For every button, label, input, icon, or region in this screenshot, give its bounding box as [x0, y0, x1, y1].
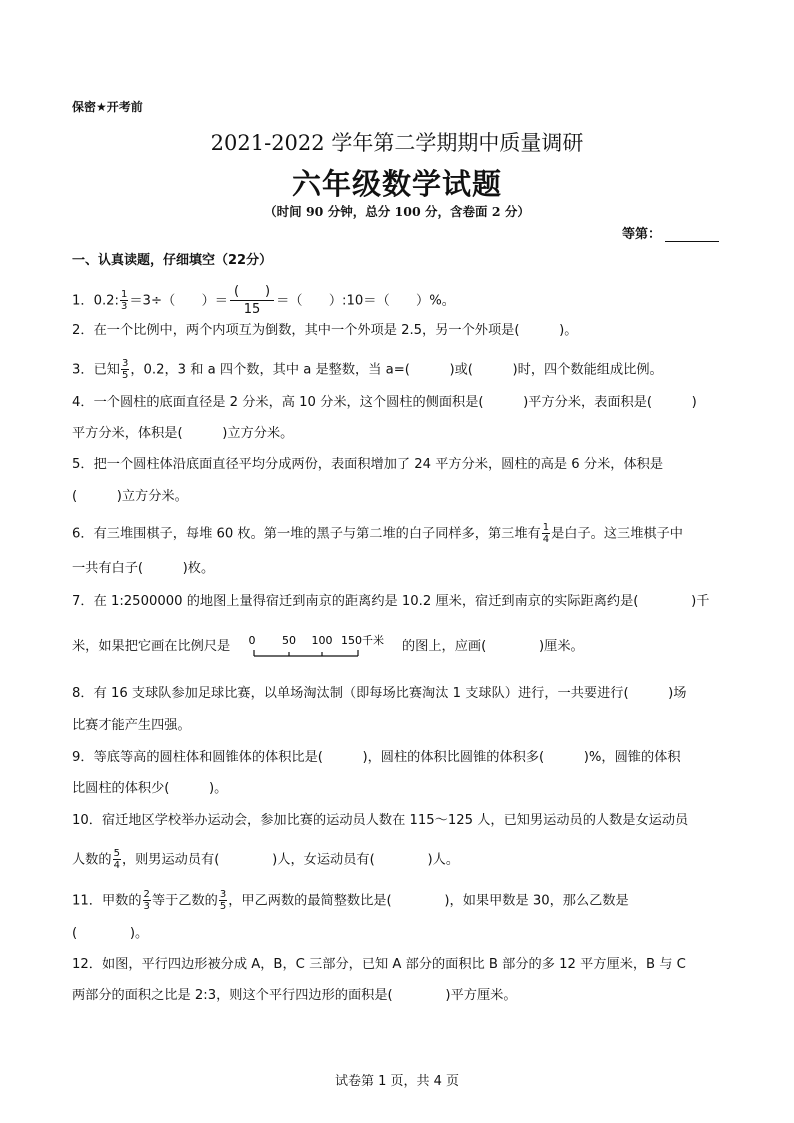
- question-10-line-2: [72, 848, 724, 871]
- fraction: [113, 848, 121, 871]
- confidential-label: 保密★开考前: [72, 100, 143, 114]
- question-5-line-2: ( )立方分米。: [72, 489, 188, 504]
- fraction-blank: [230, 283, 274, 318]
- q1-text-c: ＝（ ）:10＝（ ）%。: [276, 293, 455, 309]
- question-4-line-1: 4．一个圆柱的底面直径是 2 分米，高 10 分米，这个圆柱的侧面积是( )平方分米，表面积是( ): [72, 395, 697, 410]
- q10-text-a: 人数的: [72, 852, 112, 868]
- fraction-numerator: 1: [121, 289, 128, 300]
- fraction-numerator: 2: [143, 889, 150, 900]
- question-8-line-2: 比赛才能产生四强。: [72, 718, 191, 733]
- scale-label-0: 0: [248, 634, 256, 647]
- scale-label-150: 150千米: [341, 634, 384, 647]
- exam-subtitle: （时间 90 分钟，总分 100 分，含卷面 2 分）: [264, 204, 530, 219]
- question-4-line-2: 平方分米，体积是( )立方分米。: [72, 426, 294, 441]
- grade-blank: [665, 227, 719, 242]
- question-11-line-2: ( )。: [72, 926, 149, 941]
- fraction-denominator: 3: [143, 901, 150, 912]
- fraction-numerator: 1: [542, 522, 550, 533]
- q3-text-a: 3．已知: [72, 362, 120, 378]
- scale-label-50: 50: [282, 634, 296, 647]
- question-7-line-2b: 的图上，应画( )厘米。: [402, 639, 584, 654]
- scale-bar: [246, 632, 394, 662]
- fraction-numerator: 3: [219, 889, 227, 900]
- question-10-line-1: 10．宿迁地区学校举办运动会，参加比赛的运动员人数在 115～125 人，已知男运动员的人数是女运动员: [72, 813, 689, 828]
- fraction-denominator: 5: [219, 901, 227, 912]
- q11-text-b: 等于乙数的: [151, 893, 218, 909]
- fraction-numerator: 3: [121, 358, 129, 369]
- grade-field: [622, 223, 719, 242]
- question-9-line-1: 9．等底等高的圆柱体和圆锥体的体积比是( )，圆柱的体积比圆锥的体积多( )%，圆锥的体积: [72, 750, 681, 765]
- fraction: [143, 889, 151, 912]
- fraction: [219, 889, 227, 912]
- grade-label: 等第：: [622, 227, 662, 242]
- question-5-line-1: 5．把一个圆柱体沿底面直径平均分成两份，表面积增加了 24 平方分米，圆柱的高是 6 分米，体积是: [72, 457, 664, 472]
- section-title: 一、认真读题，仔细填空（22分）: [72, 253, 273, 268]
- fraction-denominator: 15: [243, 302, 261, 317]
- fraction-numerator: 5: [113, 848, 120, 859]
- question-7-line-1: 7．在 1:2500000 的地图上量得宿迁到南京的距离约是 10.2 厘米，宿迁到南京的实际距离约是( )千: [72, 594, 710, 609]
- q6-text-b: 是白子。这三堆棋子中: [551, 526, 683, 542]
- question-6-line-1: [72, 522, 724, 545]
- q1-text-a: 1．0.2:: [72, 293, 119, 309]
- fraction: [542, 522, 550, 545]
- question-1: [72, 283, 724, 318]
- question-11-line-1: [72, 889, 724, 912]
- fraction: [121, 358, 129, 381]
- question-3: [72, 358, 724, 381]
- exam-subject: 六年级数学试题: [291, 167, 502, 201]
- question-2: 2．在一个比例中，两个内项互为倒数，其中一个外项是 2.5，另一个外项是( )。: [72, 323, 578, 338]
- q10-text-b: ，则男运动员有( )人，女运动员有( )人。: [121, 852, 460, 868]
- exam-title: 2021-2022 学年第二学期期中质量调研: [210, 131, 584, 155]
- q6-text-a: 6．有三堆围棋子，每堆 60 枚。第一堆的黑子与第二堆的白子同样多，第三堆有: [72, 526, 541, 542]
- fraction-numerator: ( ): [230, 283, 274, 301]
- fraction: [120, 289, 128, 312]
- question-12-line-1: 12．如图，平行四边形被分成 A，B，C 三部分，已知 A 部分的面积比 B 部分的多 12 平方厘米，B 与 C: [72, 957, 686, 972]
- question-12-line-2: 两部分的面积之比是 2:3，则这个平行四边形的面积是( )平方厘米。: [72, 988, 517, 1003]
- page-footer: 试卷第 1 页，共 4 页: [334, 1074, 460, 1089]
- question-9-line-2: 比圆柱的体积少( )。: [72, 781, 228, 796]
- question-8-line-1: 8．有 16 支球队参加足球比赛，以单场淘汰制（即每场比赛淘汰 1 支球队）进行，一共要进行( )场: [72, 686, 687, 701]
- fraction-denominator: 5: [121, 370, 129, 381]
- q11-text-c: ，甲乙两数的最简整数比是( )，如果甲数是 30，那么乙数是: [228, 893, 629, 909]
- fraction-denominator: 4: [542, 534, 550, 545]
- question-6-line-2: 一共有白子( )枚。: [72, 561, 215, 576]
- q1-text-b: ＝3÷（ ）＝: [129, 293, 228, 309]
- fraction-denominator: 3: [121, 301, 128, 312]
- scale-label-100: 100: [311, 634, 333, 647]
- fraction-denominator: 4: [113, 860, 120, 871]
- q3-text-b: ，0.2，3 和 a 四个数，其中 a 是整数，当 a=( )或( )时，四个数能组成比例。: [130, 362, 663, 378]
- q11-text-a: 11．甲数的: [72, 893, 142, 909]
- question-7-line-2a: 米，如果把它画在比例尺是: [72, 639, 231, 654]
